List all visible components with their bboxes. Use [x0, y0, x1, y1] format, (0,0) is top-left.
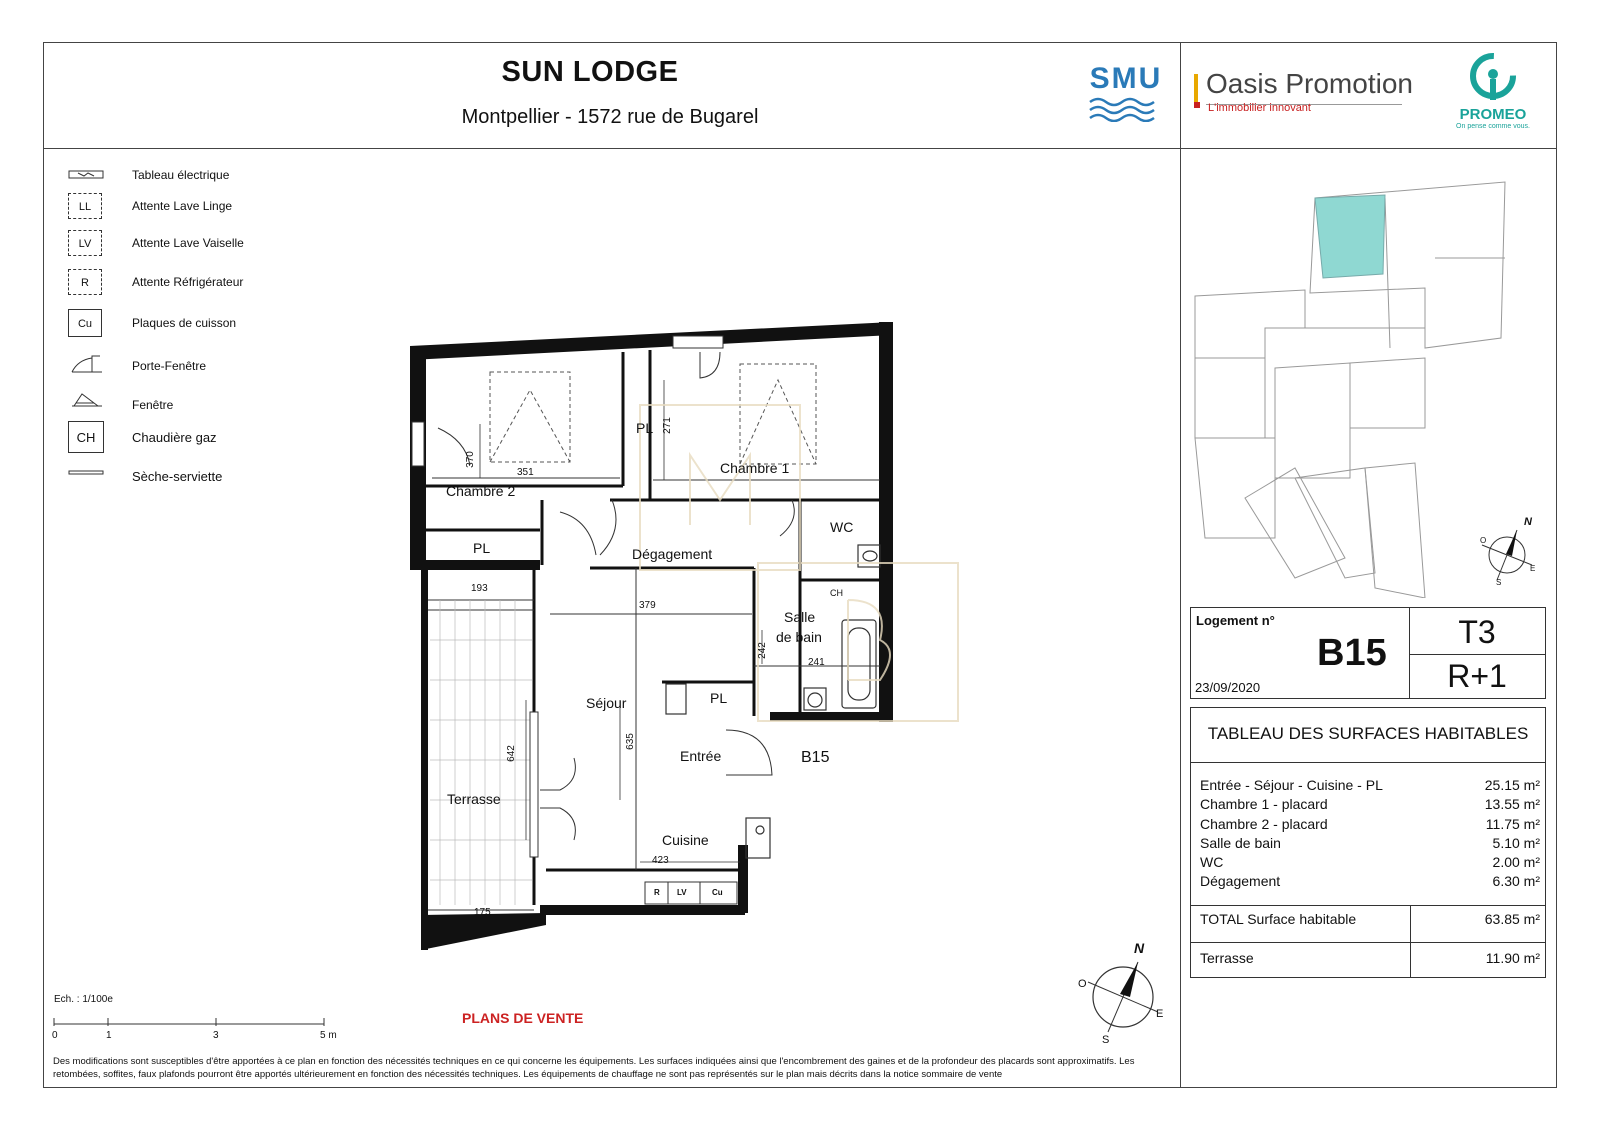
- highlighted-unit: [1315, 195, 1385, 278]
- room-chambre-2: Chambre 2: [446, 483, 516, 499]
- logement-number: B15: [1317, 632, 1387, 674]
- table-row: Entrée - Séjour - Cuisine - PL 25.15 m²: [1200, 777, 1540, 793]
- closet-pl: PL: [636, 420, 654, 436]
- room-salle-de-bain-line2: de bain: [776, 629, 822, 645]
- dim-193: 193: [471, 583, 488, 594]
- cooktop-icon: Cu: [68, 309, 102, 337]
- scale-tick: 0: [52, 1030, 58, 1041]
- room-sejour: Séjour: [586, 695, 627, 711]
- compass-icon: [1068, 942, 1178, 1052]
- unit-label: B15: [801, 749, 830, 766]
- south-wall: [540, 905, 745, 915]
- terrace-bottom-wall: [421, 913, 546, 950]
- dim-175: 175: [474, 907, 491, 918]
- dishwasher-icon: LV: [68, 230, 102, 256]
- table-row: Salle de bain 5.10 m²: [1200, 835, 1540, 851]
- dim-370: 370: [464, 451, 476, 468]
- boiler-marker: CH: [830, 588, 843, 598]
- dim-351: 351: [517, 467, 534, 478]
- surfaces-title: TABLEAU DES SURFACES HABITABLES: [1207, 724, 1529, 743]
- total-row: TOTAL Surface habitable 63.85 m²: [1200, 911, 1540, 927]
- compass-rose: N O E S: [1068, 942, 1178, 1052]
- right-column-divider: [1180, 42, 1181, 1088]
- scale-bar: [52, 1018, 332, 1030]
- dim-271: 271: [661, 417, 673, 434]
- terrace-top-wall: [410, 560, 540, 570]
- dishwasher-marker: LV: [677, 888, 687, 897]
- room-cuisine: Cuisine: [662, 832, 709, 848]
- dim-241: 241: [808, 657, 825, 668]
- east-wall: [879, 322, 893, 722]
- fixtures: [666, 545, 880, 858]
- terrasse-row: Terrasse 11.90 m²: [1200, 950, 1540, 966]
- boiler-icon: CH: [68, 421, 104, 453]
- disclaimer-text: Des modifications sont susceptibles d'être apportées à ce plan en fonction des nécessités techniques en ce qui concerne les équipements. Les surfaces indiquées ainsi que l'encombrement des gaines et de la profondeur des placards sont approximatifs. Les retombées, soffites, faux plafonds pourront être apportés ultérieurement en fonction des nécessités techniques. Les équipements de chauffage ne sont pas représentés sur le plan mais décrits dans la notice sommaire de vente: [53, 1056, 1135, 1080]
- room-degagement: Dégagement: [632, 546, 713, 562]
- fridge-icon: R: [68, 269, 102, 295]
- scale-label: Ech. : 1/100e: [54, 994, 113, 1005]
- logement-date: 23/09/2020: [1195, 680, 1261, 695]
- room-chambre-1: Chambre 1: [720, 460, 790, 476]
- logement-label: Logement n°: [1196, 613, 1275, 628]
- beds: [490, 364, 816, 464]
- promeo-symbol-icon: [1468, 52, 1518, 104]
- smu-logo: SMU: [1086, 62, 1166, 122]
- project-title: SUN LODGE: [501, 56, 679, 88]
- sales-plan-stamp: PLANS DE VENTE: [462, 1010, 584, 1026]
- compass-icon: [1472, 520, 1542, 590]
- room-salle-de-bain-line1: Salle: [784, 609, 816, 625]
- table-row: Chambre 2 - placard 11.75 m²: [1200, 816, 1540, 832]
- logement-box: [1190, 607, 1546, 699]
- fridge-marker: R: [654, 888, 660, 897]
- room-entree: Entrée: [680, 748, 722, 764]
- project-address: Montpellier - 1572 rue de Bugarel: [461, 106, 759, 128]
- promeo-logo: PROMEO On pense comme vous.: [1448, 52, 1538, 132]
- table-row: Dégagement 6.30 m²: [1200, 873, 1540, 889]
- scale-tick: 1: [106, 1030, 112, 1041]
- washing-machine-icon: LL: [68, 193, 102, 219]
- doors: [438, 352, 794, 840]
- oasis-promotion-logo: Oasis Promotion L'immobilier innovant: [1194, 72, 1434, 122]
- table-row: Chambre 1 - placard 13.55 m²: [1200, 796, 1540, 812]
- closet-pl: PL: [473, 540, 491, 556]
- dim-242: 242: [756, 642, 768, 659]
- room-terrasse: Terrasse: [447, 791, 501, 807]
- keyplan-compass: N O E S: [1472, 520, 1542, 590]
- cooktop-marker: Cu: [712, 888, 723, 897]
- dim-379: 379: [639, 600, 656, 611]
- scale-tick: 5 m: [320, 1030, 337, 1041]
- logement-level: R+1: [1447, 658, 1507, 694]
- dim-642: 642: [505, 745, 517, 762]
- table-row: WC 2.00 m²: [1200, 854, 1540, 870]
- logement-type: T3: [1458, 614, 1496, 650]
- closet-pl: PL: [710, 690, 728, 706]
- terrace-west-wall: [421, 570, 428, 950]
- bath-south-wall: [770, 712, 893, 721]
- dim-423: 423: [652, 855, 669, 866]
- scale-tick: 3: [213, 1030, 219, 1041]
- dim-635: 635: [624, 733, 636, 750]
- room-wc: WC: [830, 519, 854, 535]
